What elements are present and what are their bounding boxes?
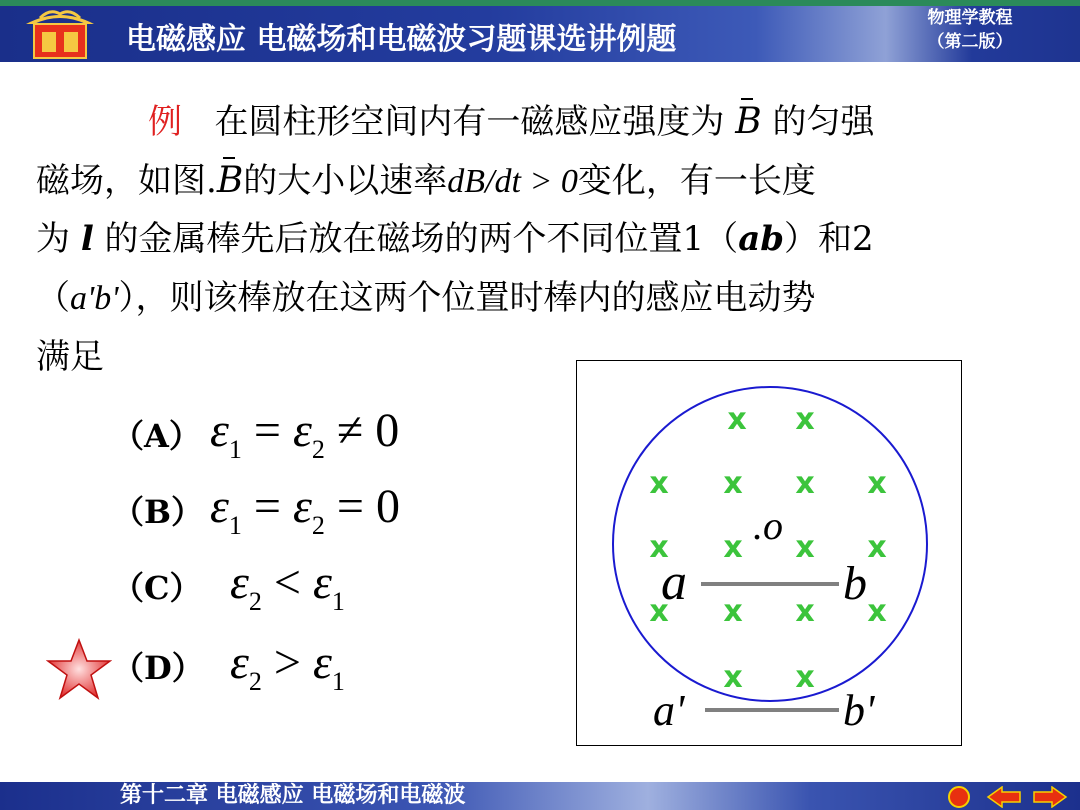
example-label: 例 [148,102,182,142]
field-cross-5: x [867,466,887,501]
label-a-prime: a' [653,686,685,735]
star-icon [46,638,112,700]
option-b[interactable] [112,480,400,540]
problem-line-3 [36,210,1046,269]
option-d[interactable] [112,636,345,696]
problem-line-2 [36,151,1046,210]
option-d-expr: $\varepsilon_2 > \varepsilon_1$ [230,636,345,696]
field-crosses [649,402,886,695]
field-cross-0: x [727,402,747,437]
home-button-icon[interactable] [944,786,974,808]
previous-arrow-icon[interactable] [986,786,1022,808]
problem-line2-a: 磁场，如图. [36,161,217,201]
field-cross-11: x [723,594,743,629]
next-arrow-icon[interactable] [1032,786,1068,808]
book-title-line1: 物理学教程 [927,8,1013,28]
option-a[interactable] [112,404,399,464]
option-b-expr: $\varepsilon_1 = \varepsilon_2 = 0$ [210,480,400,540]
problem-line1-b: 的匀强 [772,102,875,142]
field-cross-15: x [795,660,815,695]
slide-title: 电磁感应 电磁场和电磁波习题课选讲例题 [126,22,677,57]
field-cross-8: x [795,530,815,565]
field-cross-1: x [795,402,815,437]
problem-line1-a: 在圆柱形空间内有一磁感应强度为 [214,102,725,142]
option-c-label: （C） [112,569,202,607]
problem-line3-b: 的金属棒先后放在磁场的两个不同位置1（ [104,219,739,259]
field-cross-12: x [795,594,815,629]
problem-line5: 满足 [36,337,104,377]
problem-line3-c: ）和2 [784,219,874,259]
field-cross-4: x [795,466,815,501]
b-vector-2: B [216,160,244,201]
header-bar [0,0,1080,62]
length-symbol: l [80,219,94,259]
field-cross-2: x [649,466,669,501]
field-cross-3: x [723,466,743,501]
label-a: a [661,554,687,611]
field-cross-10: x [649,594,669,629]
problem-line4-a: （ [36,278,70,318]
figure-svg [577,361,963,747]
footer-bar [0,782,1080,810]
position1-label: ab [738,219,784,259]
option-c[interactable] [112,556,345,616]
book-title-line2: （第二版） [927,32,1013,52]
option-c-expr: $\varepsilon_2 < \varepsilon_1$ [230,556,345,616]
problem-line-4 [36,269,1046,328]
option-a-expr: $\varepsilon_1 = \varepsilon_2 \ne 0$ [210,404,400,464]
option-b-label: （B） [112,493,204,531]
center-label: .o [753,503,783,548]
problem-text [36,92,1046,387]
option-d-label: （D） [112,649,204,687]
field-cross-13: x [867,594,887,629]
magnetic-field-figure [576,360,962,746]
problem-line3-a: 为 [36,219,70,259]
field-cross-9: x [867,530,887,565]
rate-expression: dB/dt > 0 [447,163,578,200]
problem-line2-b: 的大小以速率 [243,161,448,201]
problem-line2-c: 变化，有一长度 [577,161,816,201]
book-title [900,6,1040,54]
label-b: b [843,557,867,610]
field-cross-6: x [649,530,669,565]
b-vector: B [735,101,762,142]
logo-icon [20,4,102,60]
chapter-title: 第十二章 电磁感应 电磁场和电磁波 [120,783,466,808]
problem-line4-b: ），则该棒放在这两个位置时棒内的感应电动势 [118,278,816,318]
problem-line-1 [36,92,1046,151]
option-a-label: （A） [112,417,201,455]
field-cross-7: x [723,530,743,565]
position2-label: a'b' [70,280,119,317]
label-b-prime: b' [843,686,875,735]
field-cross-14: x [723,660,743,695]
